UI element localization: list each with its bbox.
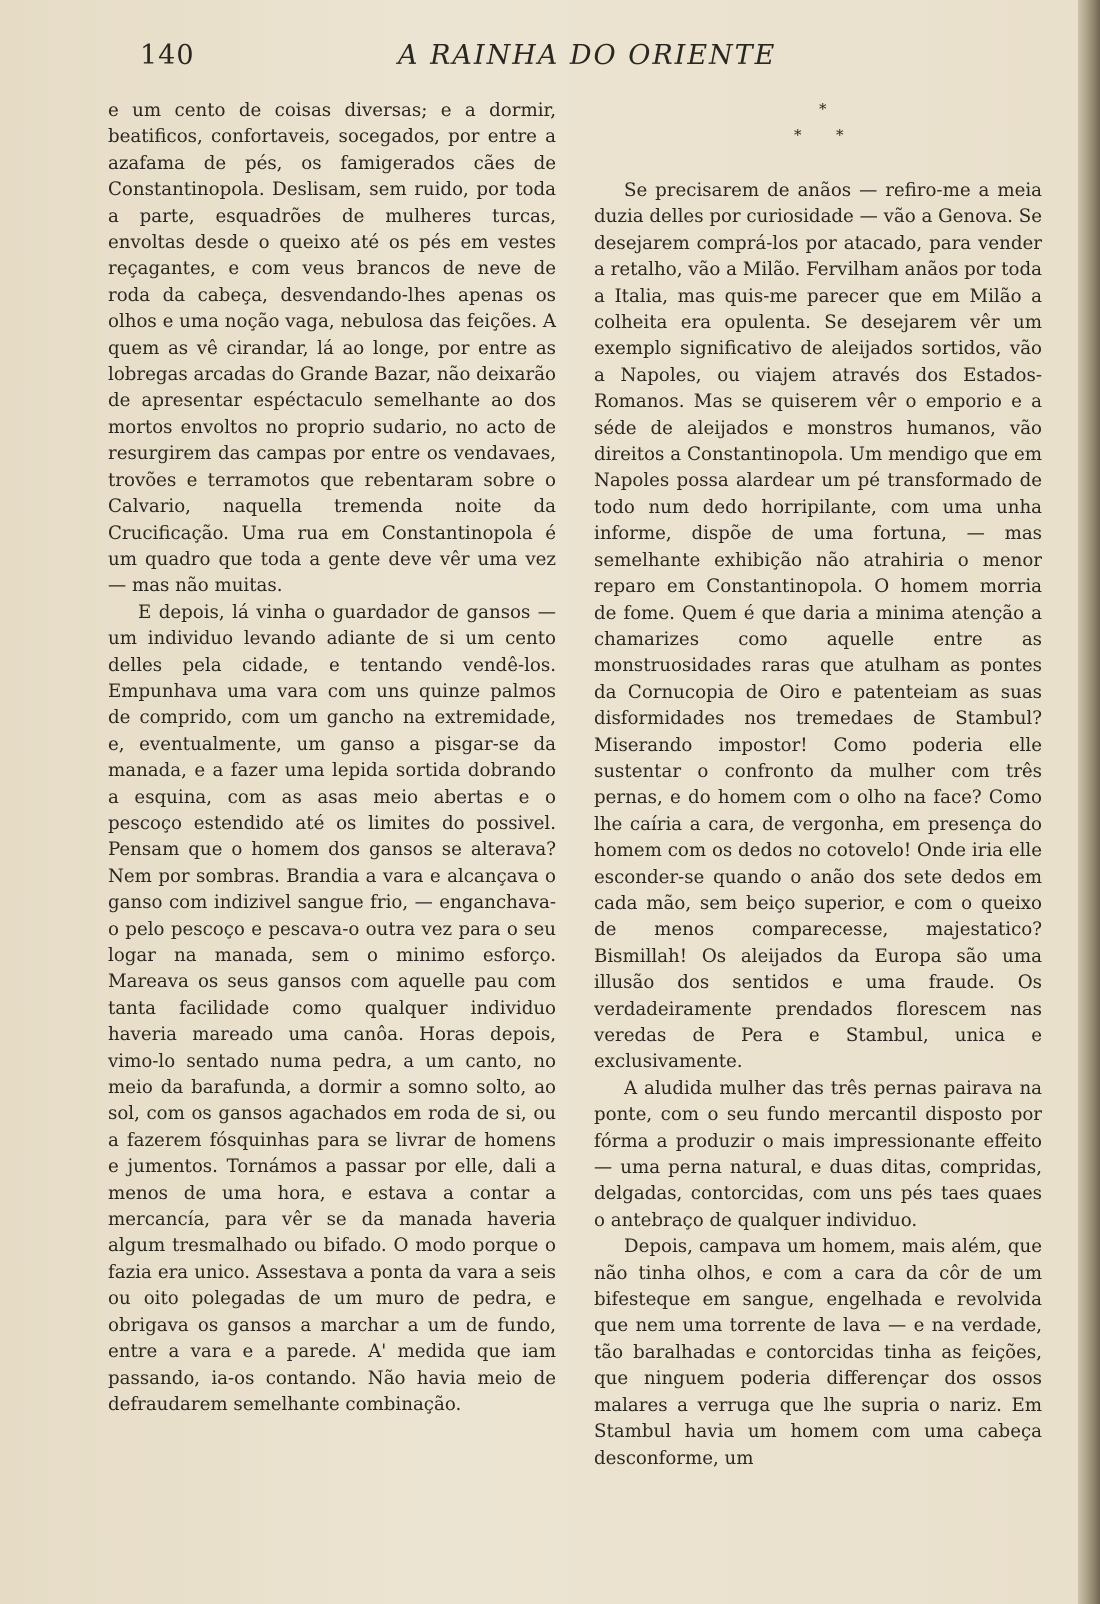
right-column <box>594 98 1042 1472</box>
right-paragraph-2: A aludida mulher das três pernas pairava na ponte, com o seu fundo mercantil disposto por fórma a produzir o mais impressionante effeito — uma perna natural, e duas ditas, compridas, delgadas, contorcidas, com uns pés taes quaes o antebraço de qualquer individuo. <box>594 1077 1042 1231</box>
page-number: 140 <box>140 40 195 71</box>
right-paragraph-1: Se precisarem de anãos — refiro-me a meia duzia delles por curiosidade — vão a Genova. Se desejarem comprá-los por atacado, para vender a retalho, vão a Milão. Fervilham anãos por toda a Italia, mas quis-me parecer que em Milão a colheita era opulenta. Se desejarem vêr um exemplo significativo de aleijados sortidos, vão a Napoles, ou viajem através dos Estados-Romanos. Mas se quiserem vêr o emporio e a séde de aleijados e monstros humanos, vão direitos a Constantinopola. Um mendigo que em Napoles possa alardear um pé transformado de todo num dedo horripilante, com uma unha informe, dispõe de uma fortuna, — mas semelhante exhibição não atrahiria o menor reparo em Constantinopola. O homem morria de fome. Quem é que daria a minima atenção a chamarizes como aquelle entre as monstruosidades raras que atulham as pontes da Cornucopia de Oiro e patenteiam as suas disformidades nos tremedaes de Stambul? Miserando impostor! Como poderia elle sustentar o confronto da mulher com três pernas, e do homem com o olho na face? Como lhe caíria a cara, de vergonha, em presença do homem com os dedos no cotovelo! Onde iria elle esconder-se quando o anão dos sete dedos em cada mão, sem beiço superior, e com o queixo de menos comparecesse, majestatico? Bismillah! Os aleijados da Europa são uma illusão dos sentidos e uma fraude. Os verdadeiramente prendados florescem nas veredas de Pera e Stambul, unica e exclusivamente. <box>594 180 1042 1073</box>
separator-star-left: * <box>794 126 802 144</box>
page-edge-shadow <box>1078 0 1100 1604</box>
section-separator <box>594 98 1042 178</box>
right-paragraph-3: Depois, campava um homem, mais além, que não tinha olhos, e com a cara da côr de um bifesteque em sangue, engelhada e revolvida que nem uma torrente de lava — e na verdade, tão baralhadas e contorcidas tinha as feições, que ninguem poderia differençar dos ossos malares a verruga que lhe supria o nariz. Em Stambul havia um homem com uma cabeça desconforme, um <box>594 1236 1042 1469</box>
left-column <box>108 98 556 1418</box>
separator-star-right: * <box>836 126 844 144</box>
left-paragraph-2: E depois, lá vinha o guardador de gansos — um individuo levando adiante de si um cento delles pela cidade, e tentando vendê-los. Empunhava uma vara com uns quinze palmos de comprido, com um gancho na extremidade, e, eventualmente, um ganso a pisgar-se da manada, e a fazer uma lepida sortida dobrando a esquina, com as asas meio abertas e o pescoço estendido até os limites do possivel. Pensam que o homem dos gansos se alterava? Nem por sombras. Brandia a vara e alcançava o ganso com indizivel sangue frio, — enganchava-o pelo pescoço e pescava-o outra vez para o seu logar na manada, sem o minimo esforço. Mareava os seus gansos com aquelle pau com tanta facilidade como qualquer individuo haveria mareado uma canôa. Horas depois, vimo-lo sentado numa pedra, a um canto, no meio da barafunda, a dormir a somno solto, ao sol, com os gansos agachados em roda de si, ou a fazerem fósquinhas para se livrar de homens e jumentos. Tornámos a passar por elle, dali a menos de uma hora, e estava a contar a mercancía, para vêr se da manada haveria algum tresmalhado ou bifado. O modo porque o fazia era unico. Assestava a ponta da vara a seis ou oito polegadas de um muro de pedra, e obrigava os gansos a marchar a um de fundo, entre a vara e a parede. A' medida que iam passando, ia-os contando. Não havia meio de defraudarem semelhante combinação. <box>108 601 556 1415</box>
running-title: A RAINHA DO ORIENTE <box>398 40 777 71</box>
left-paragraph-1: e um cento de coisas diversas; e a dormir, beatificos, confortaveis, socegados, por entre a azafama de pés, os famigerados cães de Constantinopola. Deslisam, sem ruido, por toda a parte, esquadrões de mulheres turcas, envoltas desde o queixo até os pés em vestes reçagantes, e com veus brancos de neve de roda da cabeça, desvendando-lhes apenas os olhos e uma noção vaga, nebulosa das feições. A quem as vê cirandar, lá ao longe, por entre as lobregas arcadas do Grande Bazar, não deixarão de apresentar espéctaculo semelhante ao dos mortos envoltos no proprio sudario, no acto de resurgirem das campas por entre os vendavaes, trovões e terramotos que rebentaram sobre o Calvario, naquella tremenda noite da Crucificação. Uma rua em Constantinopola é um quadro que toda a gente deve vêr uma vez — mas não muitas. <box>108 100 556 597</box>
separator-star-top: * <box>819 100 827 118</box>
